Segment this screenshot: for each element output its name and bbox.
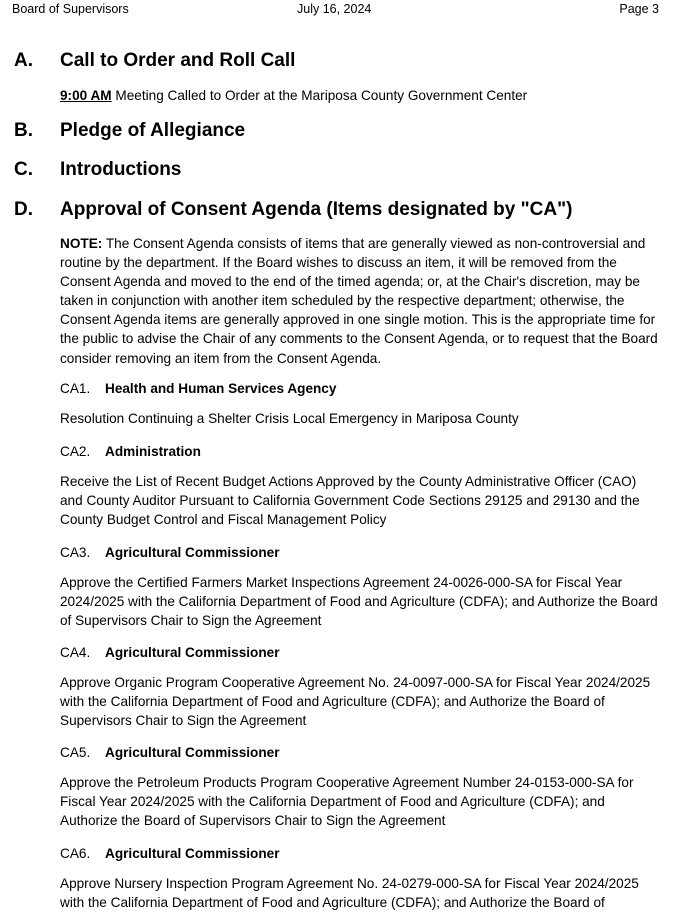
section-letter: A.	[14, 50, 33, 71]
section-title: Approval of Consent Agenda (Items designated by "CA")	[60, 199, 573, 220]
consent-item-heading	[60, 379, 336, 398]
consent-item-number: CA5.	[60, 745, 91, 760]
consent-item-heading	[60, 743, 280, 762]
consent-item-number: CA3.	[60, 545, 91, 560]
consent-item-heading	[60, 844, 280, 863]
consent-item-description: Approve the Certified Farmers Market Inspections Agreement 24-0026-000-SA for Fiscal Year 2024/2025 with the California Department of Food and Agriculture (CDFA); and Authorize the Board of Supervisors Chair to Sign the Agreement	[60, 575, 658, 629]
consent-item-number: CA4.	[60, 645, 91, 660]
section-title: Introductions	[60, 159, 182, 180]
consent-item-department: Health and Human Services Agency	[105, 381, 337, 396]
section-letter: B.	[14, 120, 33, 141]
section-title: Call to Order and Roll Call	[60, 50, 296, 71]
consent-item-department: Administration	[105, 444, 201, 459]
consent-item-heading	[60, 643, 280, 662]
header-page-number: Page 3	[619, 2, 659, 16]
call-to-order-line	[60, 86, 662, 105]
consent-item-description: Approve the Petroleum Products Program Cooperative Agreement Number 24-0153-000-SA for Fiscal Year 2024/2025 with the California Department of Food and Agriculture (CDFA); and Authorize the Board of Supervisors Chair to Sign the Agreement	[60, 775, 634, 829]
section-letter: D.	[14, 199, 33, 220]
meeting-time: 9:00 AM	[60, 88, 112, 103]
section-letter: C.	[14, 159, 33, 180]
consent-item-number: CA1.	[60, 381, 91, 396]
page-header	[0, 2, 680, 20]
consent-item-department: Agricultural Commissioner	[105, 846, 280, 861]
note-text: The Consent Agenda consists of items that are generally viewed as non-controversial and routine by the department. If the Board wishes to discuss an item, it will be removed from the Consent Agenda and moved to the end of the timed agenda; or, at the Chair's discretion, may be taken in conjunction with another item scheduled by the respective department; otherwise, the Consent Agenda items are generally approved in one single motion. This is the appropriate time for the public to advise the Chair of any comments to the Consent Agenda, or to request that the Board consider removing an item from the Consent Agenda.	[60, 236, 658, 366]
note-label: NOTE:	[60, 236, 103, 251]
consent-item-department: Agricultural Commissioner	[105, 745, 280, 760]
consent-item-description: Receive the List of Recent Budget Actions Approved by the County Administrative Officer (CAO) and County Auditor Pursuant to California Government Code Sections 29125 and 29130 and the County Budget Control and Fiscal Management Policy	[60, 474, 640, 528]
consent-item-number: CA6.	[60, 846, 91, 861]
header-date: July 16, 2024	[297, 2, 372, 16]
section-title: Pledge of Allegiance	[60, 120, 246, 141]
consent-item-department: Agricultural Commissioner	[105, 645, 280, 660]
call-to-order-text: Meeting Called to Order at the Mariposa County Government Center	[111, 88, 528, 103]
header-board-name: Board of Supervisors	[12, 2, 129, 16]
consent-item-description: Approve Nursery Inspection Program Agreement No. 24-0279-000-SA for Fiscal Year 2024/2025 with the California Department of Food and Agriculture (CDFA); and Authorize the Board of	[60, 876, 639, 911]
consent-item-department: Agricultural Commissioner	[105, 545, 280, 560]
consent-item-heading	[60, 543, 280, 562]
consent-item-description: Approve Organic Program Cooperative Agreement No. 24-0097-000-SA for Fiscal Year 2024/2025 with the California Department of Food and Agriculture (CDFA); and Authorize the Board of Supervisors Chair to Sign the Agreement	[60, 675, 651, 729]
consent-item-number: CA2.	[60, 444, 91, 459]
consent-item-description: Resolution Continuing a Shelter Crisis Local Emergency in Mariposa County	[60, 411, 519, 426]
consent-item-heading	[60, 442, 201, 461]
consent-agenda-note	[60, 234, 662, 368]
